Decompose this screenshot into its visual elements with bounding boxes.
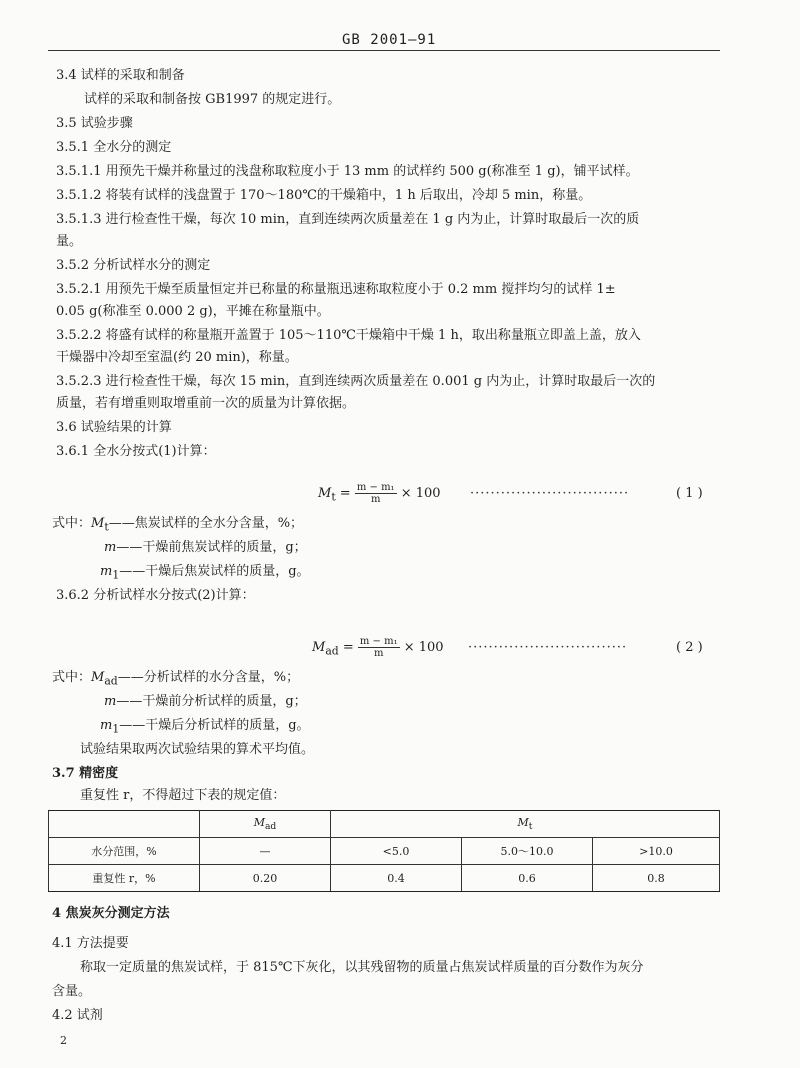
symbol-sub: 1 — [112, 722, 120, 736]
formula-1-lhs-sub: t — [331, 490, 336, 504]
section-3-5-2-1-line1: 3.5.2.1 用预先干燥至质量恒定并已称量的称量瓶迅速称取粒度小于 0.2 mm 搅拌均匀的试样 1± — [56, 282, 616, 297]
result-note: 试验结果取两次试验结果的算术平均值。 — [80, 742, 315, 757]
section-3-4-body: 试样的采取和制备按 GB1997 的规定进行。 — [84, 92, 341, 107]
where-1-line-3 — [100, 562, 310, 586]
table-cell: — — [200, 838, 331, 865]
section-4-1-body-line1: 称取一定质量的焦炭试样，于 815℃下灰化，以其残留物的质量占焦炭试样质量的百分数作为灰分 — [80, 960, 644, 975]
table-header-cell — [49, 811, 200, 838]
table-header-cell: $M_{ad}$ — [200, 811, 331, 838]
section-4-1-title: 4.1 方法提要 — [52, 936, 129, 951]
symbol-sub: t — [104, 520, 109, 534]
symbol-desc: ——干燥前分析试样的质量，g； — [116, 694, 307, 709]
section-4-1-body-line2: 含量。 — [52, 984, 92, 999]
symbol: m — [100, 564, 113, 579]
table-row — [49, 865, 720, 892]
section-3-5-1-1: 3.5.1.1 用预先干燥并称量过的浅盘称取粒度小于 13 mm 的试样约 500 g(称准至 1 g)，铺平试样。 — [56, 164, 639, 179]
formula-1-numerator: m − m₁ — [356, 482, 395, 493]
table-header-row — [49, 811, 720, 838]
section-3-4-title: 3.4 试样的采取和制备 — [56, 68, 185, 83]
where-2-line-2 — [104, 692, 307, 712]
section-3-5-2-2-line1: 3.5.2.2 将盛有试样的称量瓶开盖置于 105～110℃干燥箱中干燥 1 h，取出称量瓶立即盖上盖，放入 — [56, 328, 641, 343]
formula-2-denominator: m — [373, 648, 384, 659]
section-3-5-1-3-line2: 量。 — [56, 234, 83, 249]
table-cell: <5.0 — [331, 838, 462, 865]
symbol-desc: ——干燥后焦炭试样的质量，g。 — [119, 564, 310, 579]
symbol: m — [104, 694, 117, 709]
section-3-7-title: 3.7 精密度 — [52, 766, 119, 781]
where-prefix: 式中： — [52, 516, 92, 531]
section-3-6-2: 3.6.2 分析试样水分按式(2)计算： — [56, 588, 255, 603]
section-4-2-title: 4.2 试剂 — [52, 1008, 103, 1023]
symbol: M — [91, 516, 105, 531]
table-cell: 水分范围，% — [49, 838, 200, 865]
page-number: 2 — [60, 1034, 67, 1047]
symbol-desc: ——干燥后分析试样的质量，g。 — [119, 718, 310, 733]
table-cell: >10.0 — [593, 838, 720, 865]
table-cell: 0.20 — [200, 865, 331, 892]
formula-1-lhs: M — [318, 486, 332, 501]
section-3-5-2-3-line1: 3.5.2.3 进行检查性干燥，每次 15 min，直到连续两次质量差在 0.001 g 内为止，计算时取最后一次的 — [56, 374, 656, 389]
section-3-5-2-2-line2: 干燥器中冷却至室温(约 20 min)，称量。 — [56, 350, 298, 365]
formula-1-leader: ······························· — [470, 486, 630, 501]
formula-2-rhs: × 100 — [403, 640, 444, 655]
formula-2-leader: ······························· — [468, 640, 628, 655]
symbol: M — [91, 670, 105, 685]
header-rule — [48, 50, 720, 51]
formula-2: $M_{ad}$ = $\frac{\text{m − m₁}}{m}$ × 100 — [312, 636, 444, 659]
symbol: m — [100, 718, 113, 733]
formula-1-denominator: m — [370, 494, 381, 505]
table-cell: 重复性 r，% — [49, 865, 200, 892]
section-3-6-1: 3.6.1 全水分按式(1)计算： — [56, 444, 216, 459]
section-3-5-2-1-line2: 0.05 g(称准至 0.000 2 g)，平摊在称量瓶中。 — [56, 304, 330, 319]
table-cell: 0.8 — [593, 865, 720, 892]
precision-table — [48, 810, 720, 892]
symbol-desc: ——分析试样的水分含量，%； — [117, 670, 300, 685]
standard-code-header: GB 2001—91 — [342, 32, 437, 48]
where-prefix: 式中： — [52, 670, 92, 685]
where-2-line-3 — [100, 716, 310, 740]
symbol-sub: ad — [104, 674, 118, 688]
table-cell: 0.6 — [462, 865, 593, 892]
symbol-sub: 1 — [112, 568, 120, 582]
section-4-title: 4 焦炭灰分测定方法 — [52, 906, 170, 921]
table-cell: 5.0～10.0 — [462, 838, 593, 865]
symbol-desc: ——焦炭试样的全水分含量，%； — [108, 516, 304, 531]
section-3-5-title: 3.5 试验步骤 — [56, 116, 133, 131]
table-cell: 0.4 — [331, 865, 462, 892]
symbol: m — [104, 540, 117, 555]
table-header-cell: $M_t$ — [331, 811, 720, 838]
formula-1-fraction — [355, 482, 397, 505]
table-row — [49, 838, 720, 865]
where-1-line-1 — [52, 514, 303, 538]
formula-2-numerator: m − m₁ — [359, 636, 398, 647]
section-3-5-1-3-line1: 3.5.1.3 进行检查性干燥，每次 10 min，直到连续两次质量差在 1 g 内为止，计算时取最后一次的质 — [56, 212, 640, 227]
where-1-line-2 — [104, 538, 307, 558]
formula-2-lhs-sub: ad — [325, 644, 339, 658]
section-3-5-2-title: 3.5.2 分析试样水分的测定 — [56, 258, 211, 273]
where-2-line-1 — [52, 668, 299, 692]
section-3-5-1-title: 3.5.1 全水分的测定 — [56, 140, 172, 155]
formula-1: $M_t$ = $\frac{\text{m − m₁}}{m}$ × 100 — [318, 482, 441, 505]
section-3-5-2-3-line2: 质量，若有增重则取增重前一次的质量为计算依据。 — [56, 396, 356, 411]
section-3-7-body: 重复性 r，不得超过下表的规定值： — [80, 788, 286, 803]
section-3-5-1-2: 3.5.1.2 将装有试样的浅盘置于 170～180℃的干燥箱中，1 h 后取出，冷却 5 min，称量。 — [56, 188, 592, 203]
formula-1-number: ( 1 ) — [676, 486, 703, 501]
formula-2-lhs: M — [312, 640, 326, 655]
formula-2-number: ( 2 ) — [676, 640, 703, 655]
formula-2-fraction — [358, 636, 400, 659]
symbol-desc: ——干燥前焦炭试样的质量，g； — [116, 540, 307, 555]
section-3-6-title: 3.6 试验结果的计算 — [56, 420, 172, 435]
formula-1-rhs: × 100 — [400, 486, 441, 501]
